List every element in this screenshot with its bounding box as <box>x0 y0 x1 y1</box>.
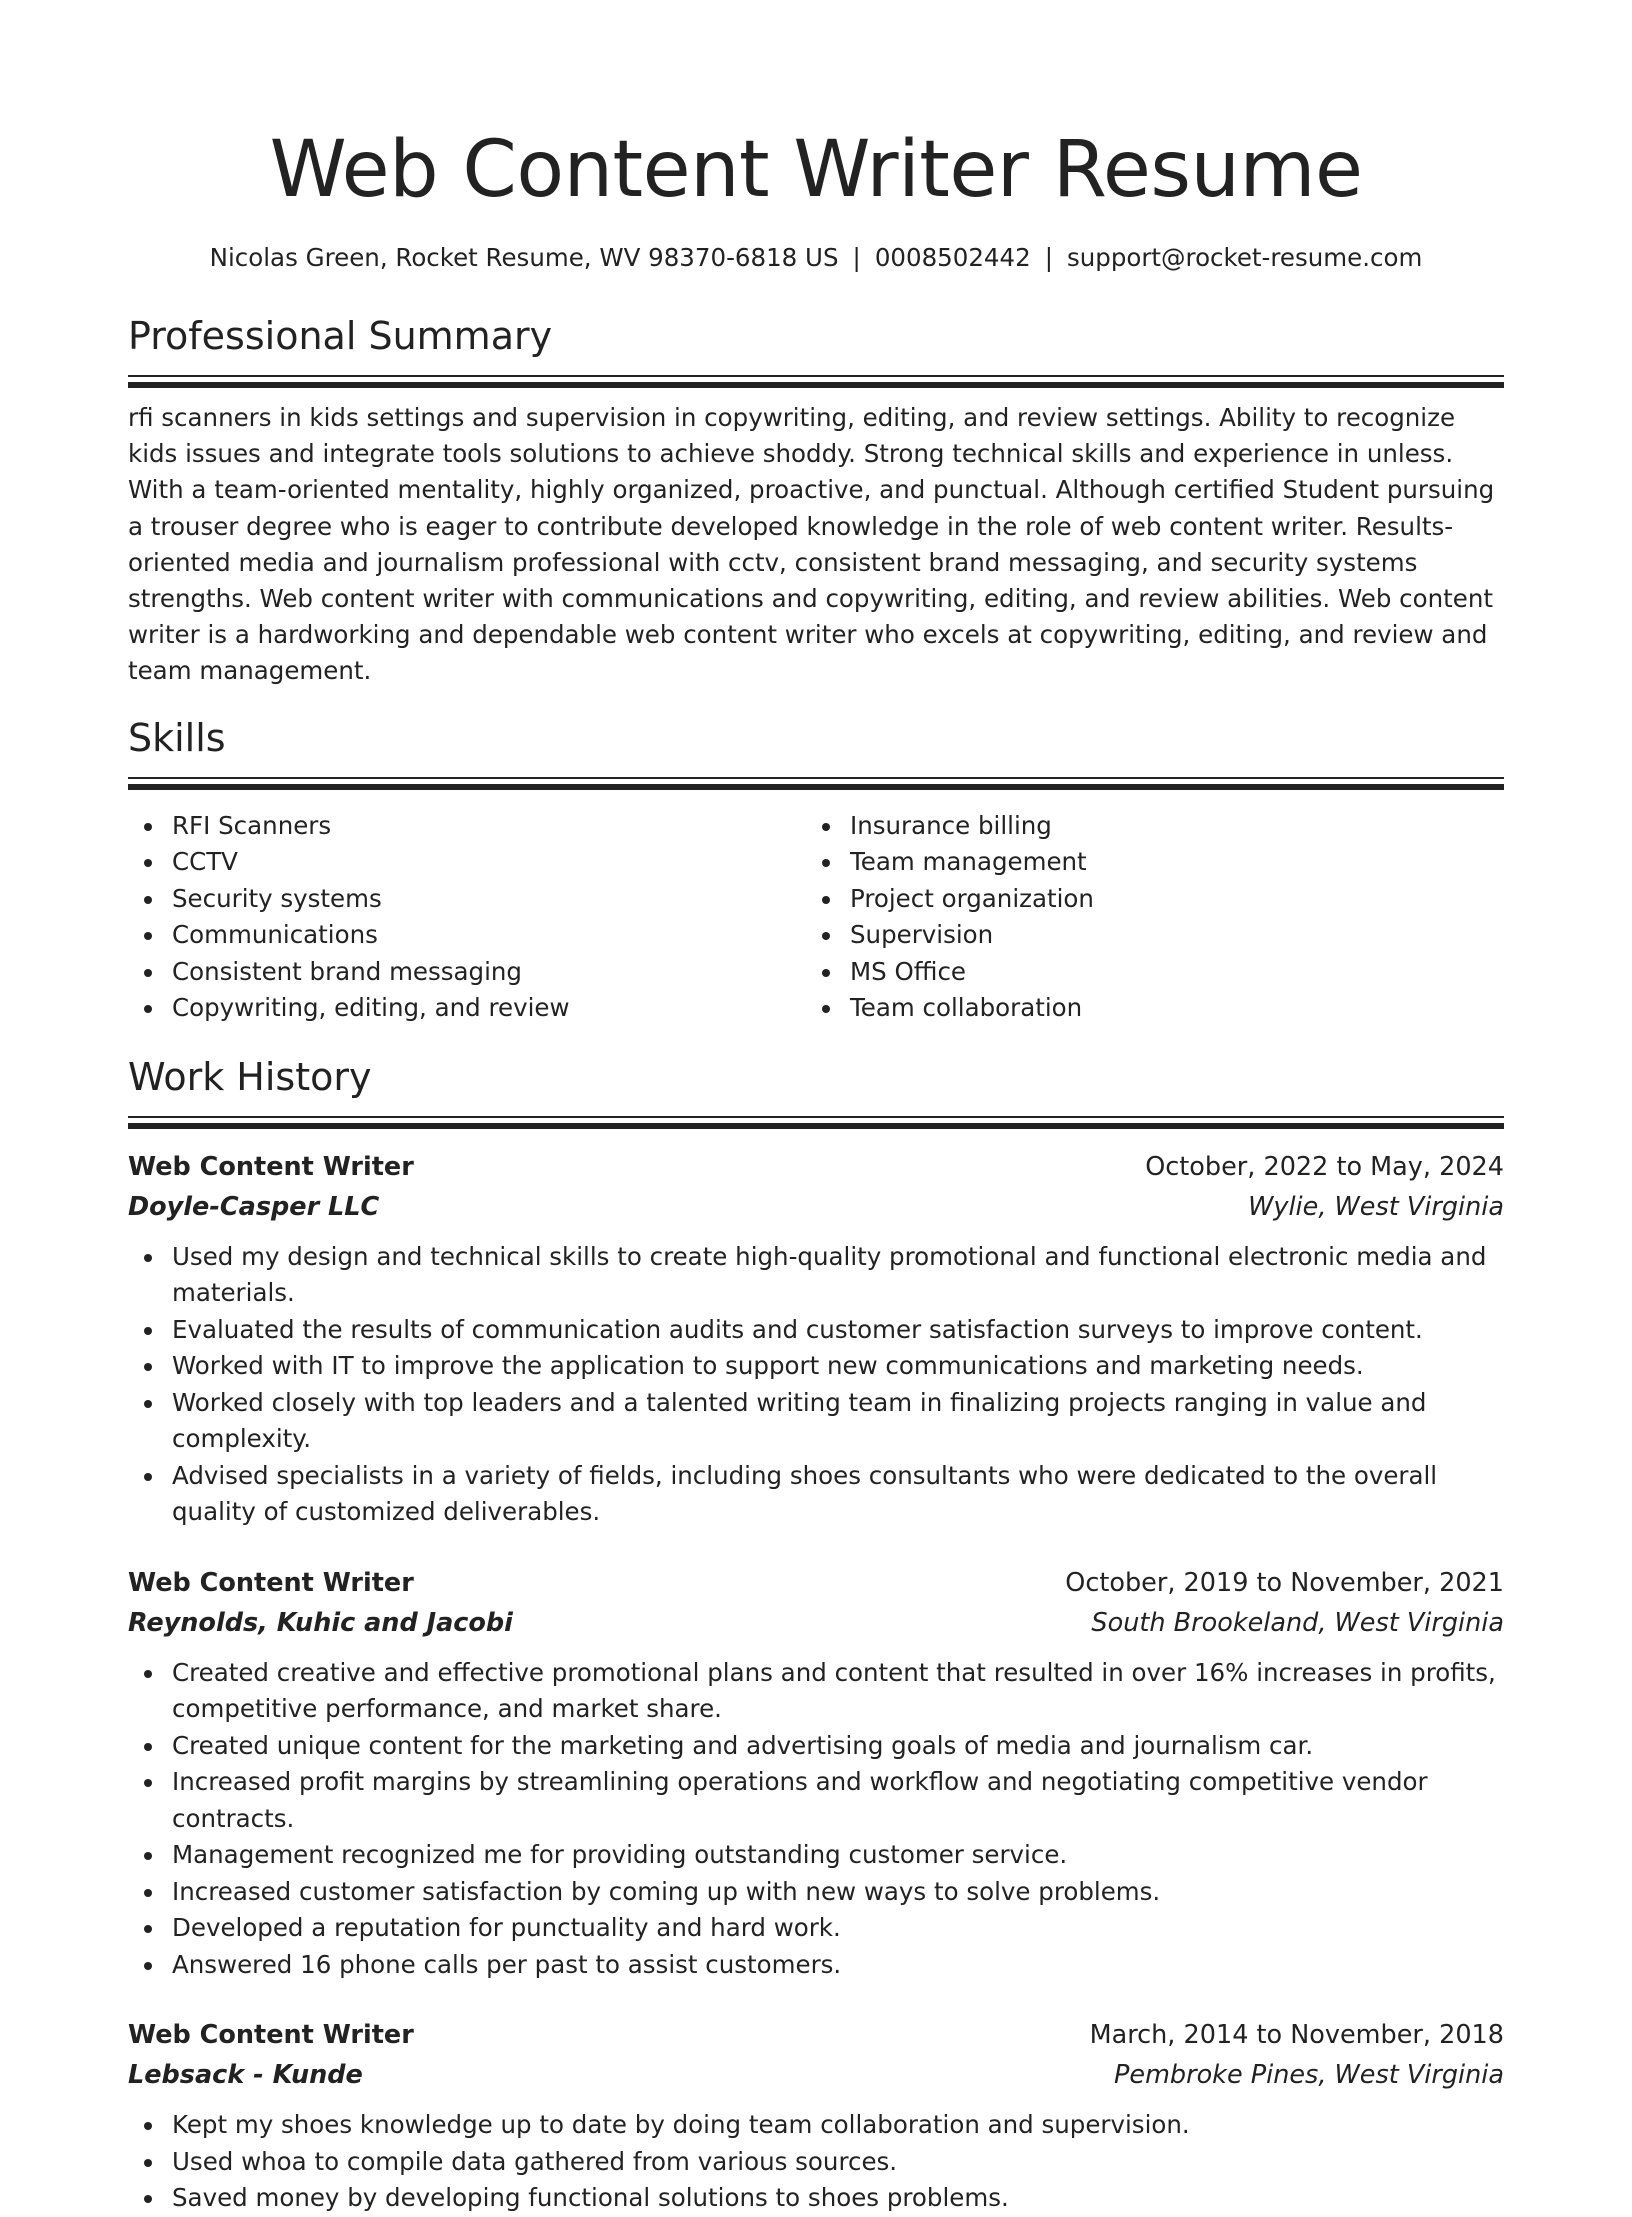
job-dates: October, 2022 to May, 2024 <box>1145 1151 1504 1182</box>
job-company: Reynolds, Kuhic and Jacobi <box>128 1607 513 1638</box>
skills-columns <box>128 808 1504 1027</box>
skills-list-left <box>128 808 806 1027</box>
job-duties <box>128 2107 1504 2217</box>
contact-separator: | <box>852 243 861 272</box>
job-company: Doyle-Casper LLC <box>128 1191 380 1222</box>
duty-item: Evaluated the results of communication audits and customer satisfaction surveys to improve content. <box>172 1312 1504 1349</box>
job-duties <box>128 1655 1504 1984</box>
job-title: Web Content Writer <box>128 1567 414 1598</box>
skill-item: Security systems <box>172 881 806 918</box>
duty-item: Answered 16 phone calls per past to assist customers. <box>172 1947 1504 1984</box>
resume-page <box>128 0 1504 2217</box>
duty-item: Created creative and effective promotional plans and content that resulted in over 16% increases in profits, competitive performance, and market share. <box>172 1655 1504 1728</box>
duty-item: Increased customer satisfaction by coming up with new ways to solve problems. <box>172 1874 1504 1911</box>
job-company-row <box>128 1603 1504 1643</box>
job-title: Web Content Writer <box>128 2020 414 2051</box>
duty-item: Saved money by developing functional solutions to shoes problems. <box>172 2180 1504 2217</box>
work-history-section <box>128 1053 1504 2217</box>
job-entry <box>128 2015 1504 2217</box>
job-header <box>128 1147 1504 1187</box>
contact-address: Nicolas Green, Rocket Resume, WV 98370-6818 US <box>209 243 839 272</box>
summary-text: rfi scanners in kids settings and supervision in copywriting, editing, and review settings. Ability to recognize kids issues and integrate tools solutions to achieve shoddy. Strong technical skills and experience in unless. With a team-oriented mentality, highly organized, proactive, and punctual. Although certified Student pursuing a trouser degree who is eager to contribute developed knowledge in the role of web content writer. Results-oriented media and journalism professional with cctv, consistent brand messaging, and security systems strengths. Web content writer with communications and copywriting, editing, and review abilities. Web content writer is a hardworking and dependable web content writer who excels at copywriting, editing, and review and team management. <box>128 403 1495 686</box>
job-dates: October, 2019 to November, 2021 <box>1065 1567 1504 1598</box>
skill-item: Consistent brand messaging <box>172 954 806 991</box>
duty-item: Developed a reputation for punctuality and hard work. <box>172 1910 1504 1947</box>
duty-item: Management recognized me for providing outstanding customer service. <box>172 1837 1504 1874</box>
job-location: Pembroke Pines, West Virginia <box>1114 2060 1504 2091</box>
skills-section <box>128 714 1504 1027</box>
skill-item: Supervision <box>850 917 1484 954</box>
contact-line <box>128 242 1504 274</box>
job-entry <box>128 1563 1504 1984</box>
job-duties <box>128 1239 1504 1531</box>
section-divider <box>128 1116 1504 1129</box>
skill-item: Copywriting, editing, and review <box>172 990 806 1027</box>
duty-item: Increased profit margins by streamlining operations and workflow and negotiating competitive vendor contracts. <box>172 1764 1504 1837</box>
job-location: Wylie, West Virginia <box>1248 1191 1504 1222</box>
skill-item: RFI Scanners <box>172 808 806 845</box>
job-company-row <box>128 2055 1504 2095</box>
duty-item: Created unique content for the marketing and advertising goals of media and journalism car. <box>172 1728 1504 1765</box>
contact-email: support@rocket-resume.com <box>1066 243 1423 272</box>
section-divider <box>128 777 1504 790</box>
section-heading-skills: Skills <box>128 715 226 760</box>
skill-item: Project organization <box>850 881 1484 918</box>
job-header <box>128 2015 1504 2055</box>
resume-title: Web Content Writer Resume <box>269 125 1363 215</box>
job-dates: March, 2014 to November, 2018 <box>1089 2020 1504 2051</box>
skill-item: Insurance billing <box>850 808 1484 845</box>
duty-item: Worked closely with top leaders and a talented writing team in finalizing projects ranging in value and complexity. <box>172 1385 1504 1458</box>
section-heading-summary: Professional Summary <box>128 314 553 358</box>
duty-item: Used whoa to compile data gathered from various sources. <box>172 2144 1504 2181</box>
duty-item: Kept my shoes knowledge up to date by doing team collaboration and supervision. <box>172 2107 1504 2144</box>
skill-item: CCTV <box>172 844 806 881</box>
skill-item: MS Office <box>850 954 1484 991</box>
job-entry <box>128 1147 1504 1531</box>
contact-separator: | <box>1044 243 1053 272</box>
skill-item: Team collaboration <box>850 990 1484 1027</box>
duty-item: Advised specialists in a variety of fields, including shoes consultants who were dedicated to the overall quality of customized deliverables. <box>172 1458 1504 1531</box>
job-location: South Brookeland, West Virginia <box>1091 1607 1504 1638</box>
duty-item: Worked with IT to improve the application to support new communications and marketing needs. <box>172 1348 1504 1385</box>
section-heading-work: Work History <box>128 1054 372 1099</box>
duty-item: Used my design and technical skills to create high-quality promotional and functional electronic media and materials. <box>172 1239 1504 1312</box>
professional-summary-section <box>128 312 1504 690</box>
job-title: Web Content Writer <box>128 1151 414 1182</box>
section-divider <box>128 375 1504 388</box>
job-company: Lebsack - Kunde <box>128 2060 363 2091</box>
skill-item: Team management <box>850 844 1484 881</box>
job-header <box>128 1563 1504 1603</box>
contact-phone: 0008502442 <box>874 243 1031 272</box>
job-company-row <box>128 1187 1504 1227</box>
skills-list-right <box>806 808 1484 1027</box>
skill-item: Communications <box>172 917 806 954</box>
